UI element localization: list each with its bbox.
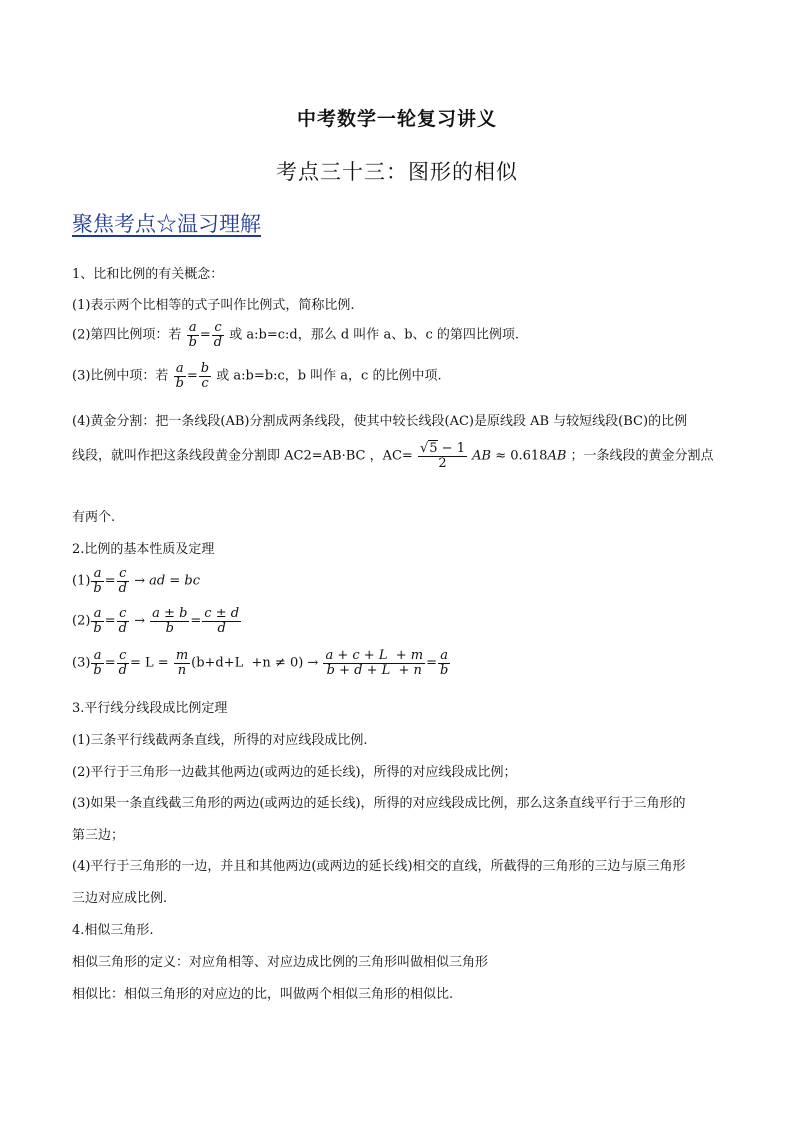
s1-p2-prefix: (2)第四比例项：若	[72, 327, 182, 343]
fraction-c-over-d: $\frac{c}{d}$	[213, 320, 223, 350]
s1-p3-suffix: 或 a:b=b:c，b 叫作 a，c 的比例中项.	[216, 368, 442, 384]
fraction-sum-ratio: $\frac{a + c + L + m}{b + d + L + n}$	[325, 648, 424, 678]
fraction-c-over-d: $\frac{c}{d}$	[118, 648, 127, 678]
fraction-c-pm-d-over-d: $\frac{c \pm d}{d}$	[204, 606, 240, 636]
formula-2: (2) $\frac{a}{b}$ = $\frac{c}{d}$ → $\frac{a \pm b}{b}$ = $\frac{c \pm d}{d}$	[72, 606, 240, 636]
s1-p3-prefix: (3)比例中项：若	[72, 368, 169, 384]
formula-3-label: (3)	[72, 655, 91, 671]
fraction-m-over-n: $\frac{m}{n}$	[175, 648, 189, 678]
fraction-a-over-b: $\frac{a}{b}$	[188, 320, 197, 350]
s3-p4-line2: 三边对应成比例.	[72, 891, 168, 906]
s1-p4-line2: 线段，就叫作把这条线段黄金分割即 AC2=AB·BC ，AC= $\frac{√5 - 1}{2}$ AB ≈ 0.618AB ；一条线段的黄金分割点	[72, 441, 714, 471]
s1-p2-suffix: 或 a:b=c:d，那么 d 叫作 a、b、c 的第四比例项.	[229, 327, 520, 343]
golden-ratio-fraction: $\frac{√5 - 1}{2}$	[419, 441, 465, 471]
s3-p3-line1: (3)如果一条直线截三角形的两边(或两边的延长线)，所得的对应线段成比例，那么这条直线平行于三角形的	[72, 796, 686, 811]
s1-p3: (3)比例中项：若 $\frac{a}{b}$ = $\frac{b}{c}$ 或 a:b=b:c，b 叫作 a，c 的比例中项.	[72, 361, 442, 391]
s1-p1: (1)表示两个比相等的式子叫作比例式，简称比例.	[72, 298, 355, 313]
fraction-a-over-b: $\frac{a}{b}$	[175, 361, 184, 391]
golden-ratio-expression: AB	[472, 448, 492, 464]
formula-1: (1) $\frac{a}{b}$ = $\frac{c}{d}$ → ad = bc	[72, 566, 201, 596]
s3-p4-line1: (4)平行于三角形的一边，并且和其他两边(或两边的延长线)相交的直线，所截得的三角形的三边与原三角形	[72, 859, 686, 874]
fraction-a-over-b: $\frac{a}{b}$	[93, 566, 102, 596]
fraction-c-over-d: $\frac{c}{d}$	[118, 566, 127, 596]
s1-p4-line2-prefix: 线段，就叫作把这条线段黄金分割即 AC2=AB·BC ，AC=	[72, 448, 413, 464]
fraction-a-over-b: $\frac{a}{b}$	[439, 648, 449, 678]
s4-p1: 相似三角形的定义：对应角相等、对应边成比例的三角形叫做相似三角形	[72, 955, 489, 970]
s1-heading: 1、比和比例的有关概念：	[72, 267, 224, 282]
s3-heading: 3.平行线分线段成比例定理	[72, 701, 228, 716]
document-title: 中考数学一轮复习讲义	[296, 108, 497, 130]
s3-p2: (2)平行于三角形一边截其他两边(或两边的延长线)，所得的对应线段成比例；	[72, 765, 517, 780]
s1-p2: (2)第四比例项：若 $\frac{a}{b}$ = $\frac{c}{d}$ 或 a:b=c:d，那么 d 叫作 a、b、c 的第四比例项.	[72, 320, 520, 350]
fraction-c-over-d: $\frac{c}{d}$	[118, 606, 127, 636]
s4-heading: 4.相似三角形.	[72, 923, 154, 938]
s4-p2: 相似比：相似三角形的对应边的比，叫做两个相似三角形的相似比.	[72, 987, 454, 1002]
formula-3: (3) $\frac{a}{b}$ = $\frac{c}{d}$ = L = $\frac{m}{n}$ (b+d+L +n ≠ 0) → $\frac{a + c + L + m}{b + d + L + n}$ = $\frac{a}{b}$	[72, 648, 449, 678]
fraction-b-over-c: $\frac{b}{c}$	[200, 361, 210, 391]
s3-p1: (1)三条平行线截两条直线，所得的对应线段成比例.	[72, 733, 368, 748]
s2-heading: 2.比例的基本性质及定理	[72, 542, 215, 557]
s1-p4-line1: (4)黄金分割：把一条线段(AB)分割成两条线段，使其中较长线段(AC)是原线段 AB 与较短线段(BC)的比例	[72, 414, 688, 429]
formula-2-label: (2)	[72, 613, 91, 629]
fraction-a-over-b: $\frac{a}{b}$	[93, 648, 102, 678]
fraction-a-over-b: $\frac{a}{b}$	[93, 606, 102, 636]
section-heading: 聚焦考点☆温习理解	[72, 212, 261, 236]
s1-p4-line2-suffix: ；一条线段的黄金分割点	[570, 448, 714, 464]
s3-p3-line2: 第三边；	[72, 828, 125, 843]
formula-1-label: (1)	[72, 573, 91, 589]
document-subtitle: 考点三十三：图形的相似	[276, 160, 518, 184]
fraction-a-pm-b-over-b: $\frac{a \pm b}{b}$	[152, 606, 188, 636]
s1-p4-line3: 有两个.	[72, 510, 116, 525]
